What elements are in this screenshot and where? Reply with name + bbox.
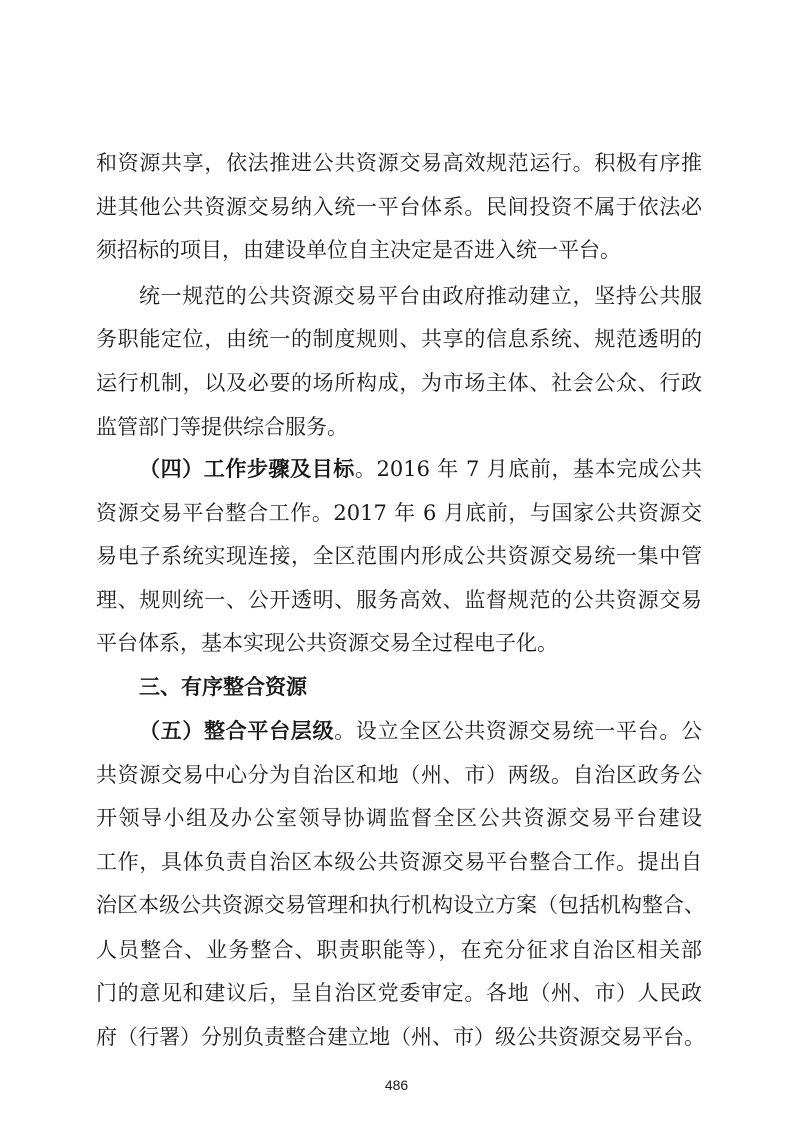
text-line: 资源交易平台整合工作。2017 年 6 月底前，与国家公共资源交 bbox=[96, 501, 702, 525]
text-run: 。设立全区公共资源交易统一平台。公 bbox=[334, 719, 703, 743]
section-lead: （四）工作步骤及目标 bbox=[139, 457, 355, 481]
text-line: 进其他公共资源交易纳入统一平台体系。民间投资不属于依法必 bbox=[96, 195, 702, 219]
text-line: 平台体系，基本实现公共资源交易全过程电子化。 bbox=[96, 631, 558, 655]
text-line: 须招标的项目，由建设单位自主决定是否进入统一平台。 bbox=[96, 238, 621, 262]
section-lead: （五）整合平台层级 bbox=[139, 719, 335, 743]
text-line: 府（行署）分别负责整合建立地（州、市）级公共资源交易平台。 bbox=[96, 1025, 705, 1049]
text-line: 易电子系统实现连接，全区范围内形成公共资源交易统一集中管 bbox=[96, 544, 702, 568]
text-line: 治区本级公共资源交易管理和执行机构设立方案（包括机构整合、 bbox=[96, 893, 705, 917]
text-line: 运行机制，以及必要的场所构成，为市场主体、社会公众、行政 bbox=[96, 371, 702, 395]
text-line: 人员整合、业务整合、职责职能等），在充分征求自治区相关部 bbox=[96, 938, 702, 962]
section-heading: 三、有序整合资源 bbox=[139, 675, 307, 699]
text-line: 工作，具体负责自治区本级公共资源交易平台整合工作。提出自 bbox=[96, 850, 702, 874]
text-line: 门的意见和建议后，呈自治区党委审定。各地（州、市）人民政 bbox=[96, 981, 702, 1005]
text-line bbox=[139, 455, 702, 483]
text-line: 理、规则统一、公开透明、服务高效、监督规范的公共资源交易 bbox=[96, 588, 702, 612]
text-line: 务职能定位，由统一的制度规则、共享的信息系统、规范透明的 bbox=[96, 327, 702, 351]
text-line: 和资源共享，依法推进公共资源交易高效规范运行。积极有序推 bbox=[96, 151, 702, 175]
page-number: 486 bbox=[384, 1077, 409, 1093]
text-line bbox=[139, 717, 702, 745]
text-line: 监管部门等提供综合服务。 bbox=[96, 415, 348, 439]
text-line: 共资源交易中心分为自治区和地（州、市）两级。自治区政务公 bbox=[96, 763, 702, 787]
text-line: 开领导小组及办公室领导协调监督全区公共资源交易平台建设 bbox=[96, 806, 702, 830]
text-run: 。2016 年 7 月底前，基本完成公共 bbox=[354, 457, 702, 481]
text-line: 统一规范的公共资源交易平台由政府推动建立，坚持公共服 bbox=[139, 284, 702, 308]
